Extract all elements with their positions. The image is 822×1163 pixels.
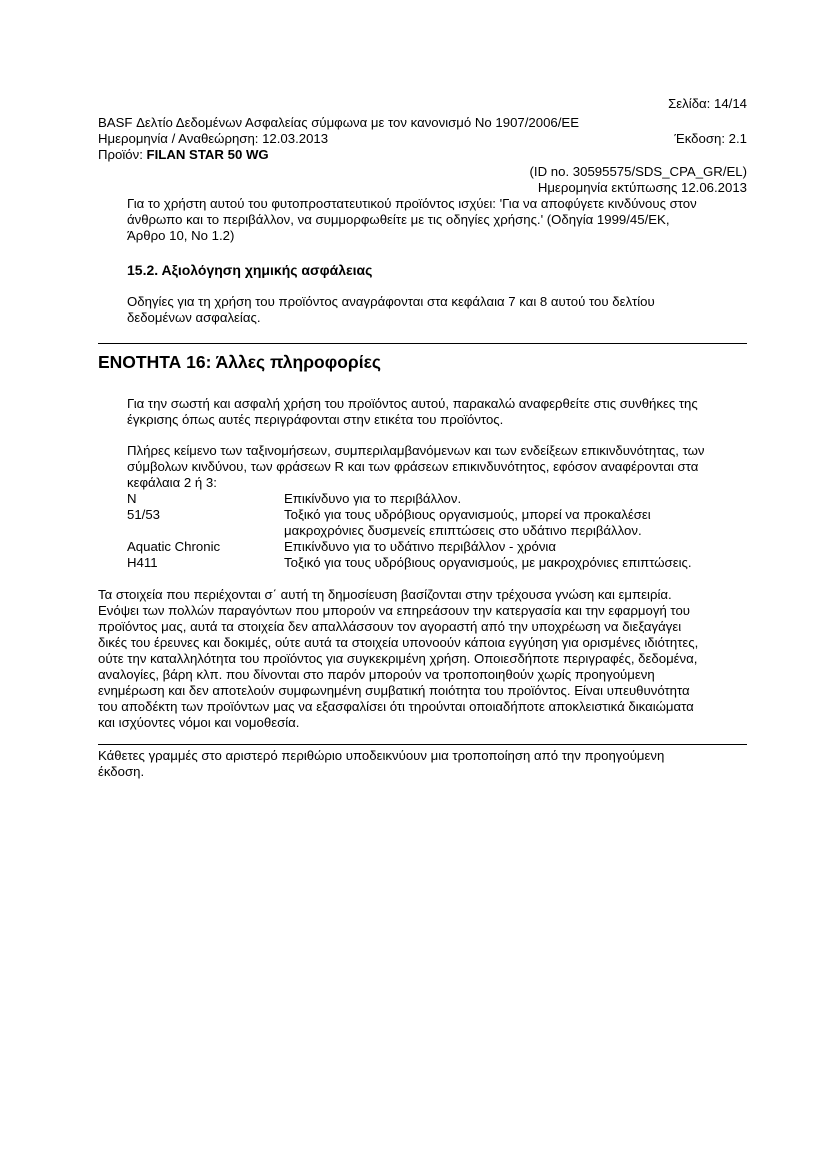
paragraph-line: προϊόντος μας, αυτά τα στοιχεία δεν απαλλάσσουν τον αγοραστή από την υποχρέωση να διεξαγάγει — [98, 619, 682, 634]
subsection-title-15-2: 15.2. Αξιολόγηση χημικής ασφάλειας — [127, 262, 373, 278]
product-label: Προϊόν: — [98, 147, 147, 162]
revision-date: Ημερομηνία / Αναθεώρηση: 12.03.2013 — [98, 131, 329, 146]
description-line: Τοξικό για τους υδρόβιους οργανισμούς, μπορεί να προκαλέσει — [284, 507, 651, 522]
print-date: Ημερομηνία εκτύπωσης 12.06.2013 — [537, 180, 747, 195]
paragraph-line: έγκρισης όπως αυτές περιγράφονται στην ετικέτα του προϊόντος. — [127, 412, 504, 427]
product-name: FILAN STAR 50 WG — [146, 147, 269, 162]
description-line: Επικίνδυνο για το υδάτινο περιβάλλον - χρόνια — [284, 539, 556, 554]
section-divider — [98, 343, 747, 344]
paragraph-line: Τα στοιχεία που περιέχονται σ΄ αυτή τη δημοσίευση βασίζονται στην τρέχουσα γνώση και εμπειρία. — [98, 587, 672, 602]
hazard-code: Aquatic Chronic — [127, 539, 221, 554]
paragraph-line: Για το χρήστη αυτού του φυτοπροστατευτικού προϊόντος ισχύει: 'Για να αποφύγετε κινδύνους στον — [127, 196, 697, 211]
hazard-codes-list — [127, 491, 747, 571]
paragraph-line: Ενόψει των πολλών παραγόντων που μπορούν να επηρεάσουν την κατεργασία και την εφαρμογή του — [98, 603, 691, 618]
footnote — [98, 748, 664, 780]
intro-paragraph — [127, 196, 697, 244]
hazard-code-row — [127, 555, 747, 571]
paragraph-line: άνθρωπο και το περιβάλλον, να συμμορφωθείτε με τις οδηγίες χρήσης.' (Οδηγία 1999/45/ΕΚ, — [127, 212, 670, 227]
paragraph-line: σύμβολων κινδύνου, των φράσεων R και των φράσεων επικινδυνότητος, εφόσον αναφέρονται στα — [127, 459, 699, 474]
paragraph-line: έκδοση. — [98, 764, 145, 779]
paragraph-line: Κάθετες γραμμές στο αριστερό περιθώριο υποδεικνύουν μια τροποποίηση από την προηγούμενη — [98, 748, 665, 763]
paragraph-line: Για την σωστή και ασφαλή χρήση του προϊόντος αυτού, παρακαλώ αναφερθείτε στις συνθήκες της — [127, 396, 698, 411]
paragraph-line: κεφάλαια 2 ή 3: — [127, 475, 217, 490]
footnote-divider — [98, 744, 747, 745]
version-label: Έκδοση: 2.1 — [674, 131, 747, 146]
hazard-description — [284, 491, 747, 507]
hazard-code: 51/53 — [127, 507, 161, 522]
hazard-description — [284, 507, 747, 539]
paragraph-line: δικές του έρευνες και δοκιμές, ούτε αυτά τα στοιχεία υπονοούν κάποια εγγύηση για ορισμένες ιδιότητες, — [98, 635, 699, 650]
hazard-code: N — [127, 491, 137, 506]
paragraph-line: Πλήρες κείμενο των ταξινομήσεων, συμπεριλαμβανόμενων και των ενδείξεων επικινδυνότητας, των — [127, 443, 705, 458]
hazard-code: H411 — [127, 555, 158, 570]
id-number: (ID no. 30595575/SDS_CPA_GR/EL) — [529, 164, 747, 179]
paragraph-line: ενημέρωση και δεν αποτελούν συμφωνημένη συμβατική ποιότητα του προϊόντος. Είναι υπευθυνότητα — [98, 683, 690, 698]
section-16-paragraph-2 — [127, 443, 705, 491]
page-number: Σελίδα: 14/14 — [668, 96, 747, 111]
hazard-description — [284, 539, 747, 555]
section-16-paragraph-1 — [127, 396, 698, 428]
description-line: Επικίνδυνο για το περιβάλλον. — [284, 491, 462, 506]
section-16-title: ΕΝΟΤΗΤΑ 16: Άλλες πληροφορίες — [98, 352, 382, 372]
paragraph-line: και ισχύοντες νόμοι και νομοθεσία. — [98, 715, 300, 730]
paragraph-line: Άρθρο 10, Νο 1.2) — [127, 228, 235, 243]
paragraph-line: αναλογίες, βάρη κλπ. που δίνονται στο παρόν μπορούν να τροποποιηθούν χωρίς προηγούμενη — [98, 667, 655, 682]
document-title: BASF Δελτίο Δεδομένων Ασφαλείας σύμφωνα με τον κανονισμό Νο 1907/2006/ΕΕ — [98, 115, 580, 130]
hazard-code-row — [127, 507, 747, 539]
subsection-15-2-text — [127, 294, 655, 326]
hazard-code-row — [127, 491, 747, 507]
paragraph-line: δεδομένων ασφαλείας. — [127, 310, 261, 325]
disclaimer-paragraph — [98, 587, 698, 731]
description-line: Τοξικό για τους υδρόβιους οργανισμούς, με μακροχρόνιες επιπτώσεις. — [284, 555, 692, 570]
paragraph-line: ούτε την καταλληλότητα του προϊόντος για συγκεκριμένη χρήση. Οποιεσδήποτε περιγραφές, δεδομένα, — [98, 651, 698, 666]
paragraph-line: Οδηγίες για τη χρήση του προϊόντος αναγράφονται στα κεφάλαια 7 και 8 αυτού του δελτίου — [127, 294, 655, 309]
paragraph-line: του αποδέκτη των προϊόντων μας να εξασφαλίσει ότι τηρούνται οποιαδήποτε αποκλειστικά δικαιώματα — [98, 699, 694, 714]
hazard-code-row — [127, 539, 747, 555]
hazard-description — [284, 555, 747, 571]
description-line: μακροχρόνιες δυσμενείς επιπτώσεις στο υδάτινο περιβάλλον. — [284, 523, 642, 538]
product-line — [98, 147, 269, 163]
